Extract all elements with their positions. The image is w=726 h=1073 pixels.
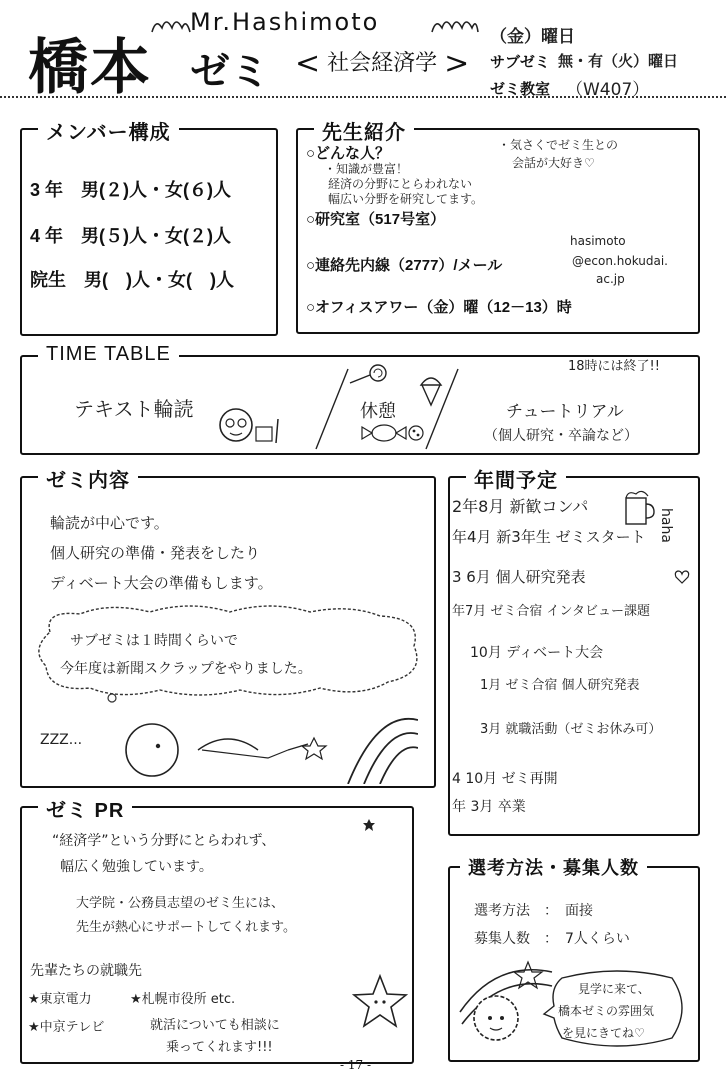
beer-mug-icon — [622, 488, 656, 526]
selection-number: 募集人数 ： 7人くらい — [474, 931, 630, 947]
teacher-side-note-2: 会話が大好き♡ — [512, 156, 595, 170]
teacher-email-3: ac.jp — [596, 272, 625, 286]
teacher-desc-3: 幅広い分野を研究してます。 — [328, 192, 484, 206]
content-line-3: ディベート大会の準備もします。 — [50, 574, 273, 592]
schedule-box — [448, 470, 700, 836]
selection-bubble-3: を見にきてね♡ — [562, 1026, 645, 1040]
schedule-title: 年間予定 — [466, 464, 566, 493]
schedule-item-1: 2年8月 新歓コンパ — [452, 497, 589, 516]
pr-career-1: ★東京電力 — [28, 992, 92, 1007]
star-small-icon — [362, 818, 376, 832]
thought-bubble-icon — [30, 602, 428, 706]
schedule-item-5: 10月 ディベート大会 — [470, 645, 604, 661]
content-bubble-line-2: 今年度は新聞スクラップをやりました。 — [60, 661, 312, 677]
timetable-slot-text-reading: テキスト輪読 — [74, 397, 194, 421]
content-box — [20, 470, 436, 788]
header-divider — [0, 96, 726, 98]
content-line-1: 輪読が中心です。 — [50, 514, 169, 532]
department-name: 社会経済学 — [327, 51, 438, 76]
selection-bubble-1: 見学に来て、 — [578, 982, 650, 996]
bracket-right-icon: > — [444, 46, 470, 81]
content-title: ゼミ内容 — [38, 464, 138, 493]
teacher-desc-2: 経済の分野にとらわれない — [328, 177, 473, 191]
pr-line-4: 先生が熱心にサポートしてくれます。 — [76, 920, 296, 935]
pr-career-3: ★中京テレビ — [28, 1020, 105, 1035]
zemi-label: ゼミ — [190, 50, 270, 94]
teacher-desc-1: ・知識が豊富！ — [324, 162, 409, 176]
pr-line-3: 大学院・公務員志望のゼミ生には、 — [76, 896, 285, 911]
schedule-item-7: 3月 就職活動（ゼミお休み可） — [480, 722, 662, 737]
page-number: - 17 - — [340, 1058, 372, 1072]
teacher-email-1: hasimoto — [570, 234, 626, 248]
lollipop-icon — [348, 361, 388, 387]
schedule-item-2: 年4月 新3年生 ゼミスタート — [452, 528, 646, 546]
sub-zemi-value: 無・有（火）曜日 — [558, 52, 679, 70]
content-line-2: 個人研究の準備・発表をしたり — [50, 544, 261, 562]
schedule-item-9: 年 3月 卒業 — [452, 799, 526, 815]
teacher-box — [296, 122, 700, 334]
teacher-email-2: @econ.hokudai. — [572, 254, 668, 268]
student-face-icon — [216, 405, 286, 447]
timetable-slot-tutorial-sub: （個人研究・卒論など） — [484, 428, 638, 444]
department-label — [295, 46, 469, 81]
members-box — [20, 122, 278, 336]
classroom-label: ゼミ教室 — [490, 81, 551, 98]
timetable-slot-tutorial: チュートリアル — [506, 402, 624, 422]
professor-name: Mr.Hashimoto — [190, 8, 380, 36]
rainbow-girl-icon — [456, 952, 556, 1052]
timetable-title: TIME TABLE — [38, 343, 179, 366]
pr-career-2: ★札幌市役所 etc. — [130, 992, 236, 1007]
teacher-what-person: ○どんな人？ — [306, 145, 391, 162]
schedule-item-8: 4 10月 ゼミ再開 — [452, 771, 558, 787]
content-bubble-line-1: サブゼミは１時間くらいで — [70, 633, 238, 649]
candy-icon — [360, 421, 426, 445]
selection-method: 選考方法 ： 面接 — [474, 903, 593, 919]
pr-title: ゼミ PR — [38, 794, 132, 823]
meeting-day: （金）曜日 — [490, 27, 575, 47]
pr-line-2: 幅広く勉強しています。 — [60, 859, 213, 875]
timetable-note: 18時には終了!! — [568, 359, 660, 374]
cloud-decoration-left-icon — [150, 14, 192, 36]
bracket-left-icon: < — [295, 46, 321, 81]
divider-slash-1 — [312, 367, 352, 451]
pr-line-1: “経済学”という分野にとらわれず、 — [52, 833, 276, 849]
members-row-4th-year: 4 年 男(５)人・女(２)人 — [30, 226, 231, 246]
teacher-lab: ○研究室（517号室） — [306, 211, 446, 228]
content-zzz: ZZZ... — [40, 732, 83, 748]
sleeping-character-icon — [118, 710, 418, 784]
teacher-title: 先生紹介 — [314, 116, 414, 145]
cloud-decoration-right-icon — [430, 14, 480, 36]
pr-career-label: 先輩たちの就職先 — [30, 963, 142, 979]
members-title: メンバー構成 — [38, 116, 179, 145]
schedule-laugh: haha — [658, 508, 674, 543]
sub-zemi-label: サブゼミ — [490, 54, 550, 71]
divider-slash-2 — [422, 367, 462, 451]
teacher-contact: ○連絡先内線（2777）/メール — [306, 257, 503, 274]
selection-bubble-2: 橋本ゼミの雰囲気 — [558, 1004, 655, 1018]
pr-box — [20, 800, 414, 1064]
members-row-grad: 院生 男( )人・女( )人 — [30, 270, 234, 290]
pr-closing-2: 乗ってくれます!!! — [166, 1040, 273, 1055]
heart-icon — [674, 570, 690, 584]
schedule-item-3: 3 6月 個人研究発表 — [452, 568, 586, 586]
seminar-kanji: 橋本 — [28, 33, 152, 103]
selection-box — [448, 858, 700, 1062]
selection-title: 選考方法・募集人数 — [460, 854, 647, 880]
timetable-slot-break: 休憩 — [360, 401, 396, 422]
timetable-box — [20, 343, 700, 455]
star-character-icon — [352, 974, 408, 1030]
teacher-office-hour: ○オフィスアワー（金）曜（12－13）時 — [306, 299, 572, 316]
teacher-side-note-1: ・気さくでゼミ生との — [498, 138, 619, 152]
members-row-3rd-year: 3 年 男(２)人・女(６)人 — [30, 180, 231, 200]
classroom-value: （W407） — [566, 80, 650, 100]
schedule-item-4: 年7月 ゼミ合宿 インタビュー課題 — [452, 604, 651, 619]
pr-closing-1: 就活についても相談に — [150, 1018, 280, 1033]
schedule-item-6: 1月 ゼミ合宿 個人研究発表 — [480, 678, 640, 693]
